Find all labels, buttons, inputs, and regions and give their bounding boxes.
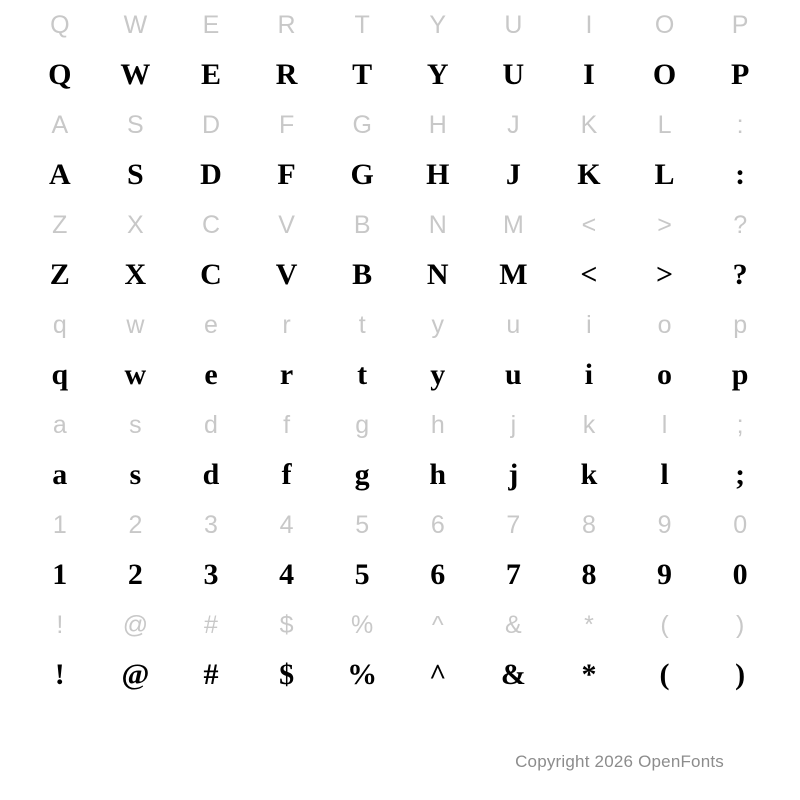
glyph-row: [22, 600, 778, 650]
glyph-cell: i: [586, 310, 592, 339]
glyph-cell: :: [735, 158, 746, 191]
glyph-cell: 4: [279, 510, 294, 539]
glyph-cell: j: [510, 410, 517, 439]
glyph-cell: >: [655, 258, 674, 291]
glyph-cell: Q: [48, 58, 72, 91]
glyph-cell: ): [735, 610, 745, 639]
glyph-row: [22, 350, 778, 400]
glyph-cell: &: [505, 610, 522, 639]
glyph-cell: 5: [354, 558, 370, 591]
glyph-row: [22, 200, 778, 250]
glyph-row: [22, 300, 778, 350]
glyph-cell: *: [584, 610, 594, 639]
glyph-row: [22, 250, 778, 300]
glyph-cell: !: [56, 610, 64, 639]
glyph-cell: @: [121, 658, 150, 691]
glyph-cell: S: [127, 158, 144, 191]
glyph-cell: @: [122, 610, 149, 639]
glyph-cell: F: [277, 158, 296, 191]
glyph-cell: D: [200, 158, 222, 191]
copyright-notice: Copyright 2026 OpenFonts: [515, 752, 724, 771]
glyph-cell: K: [577, 158, 601, 191]
glyph-cell: 0: [733, 510, 748, 539]
glyph-row: [22, 0, 778, 50]
glyph-row: [22, 450, 778, 500]
glyph-cell: J: [507, 110, 520, 139]
glyph-cell: #: [203, 658, 219, 691]
glyph-cell: %: [351, 610, 374, 639]
glyph-cell: 6: [430, 558, 446, 591]
glyph-cell: M: [499, 258, 528, 291]
glyph-cell: #: [204, 610, 218, 639]
glyph-row: [22, 400, 778, 450]
glyph-cell: 6: [430, 510, 445, 539]
glyph-cell: M: [502, 210, 524, 239]
glyph-cell: L: [654, 158, 675, 191]
glyph-cell: W: [120, 58, 151, 91]
glyph-cell: s: [129, 458, 142, 491]
glyph-cell: C: [201, 210, 221, 239]
glyph-cell: A: [51, 110, 69, 139]
glyph-cell: D: [201, 110, 221, 139]
glyph-cell: O: [652, 58, 677, 91]
glyph-cell: U: [502, 58, 525, 91]
glyph-cell: $: [279, 658, 295, 691]
glyph-row: [22, 50, 778, 100]
glyph-cell: d: [202, 458, 220, 491]
glyph-cell: ?: [733, 210, 748, 239]
glyph-cell: a: [52, 410, 67, 439]
glyph-cell: ;: [736, 410, 744, 439]
glyph-cell: V: [278, 210, 295, 239]
glyph-cell: %: [347, 658, 378, 691]
glyph-cell: (: [659, 658, 670, 691]
glyph-cell: o: [657, 310, 672, 339]
glyph-cell: K: [580, 110, 598, 139]
glyph-cell: e: [204, 358, 218, 391]
glyph-cell: ?: [732, 258, 748, 291]
glyph-cell: $: [279, 610, 294, 639]
glyph-cell: J: [505, 158, 521, 191]
glyph-cell: <: [581, 210, 597, 239]
glyph-cell: ^: [431, 610, 444, 639]
glyph-cell: F: [278, 110, 295, 139]
glyph-cell: E: [200, 58, 221, 91]
glyph-cell: V: [275, 258, 298, 291]
glyph-cell: y: [430, 358, 446, 391]
glyph-cell: &: [500, 658, 526, 691]
glyph-cell: 4: [279, 558, 295, 591]
glyph-cell: I: [583, 58, 595, 91]
glyph-cell: k: [582, 410, 596, 439]
glyph-row: [22, 500, 778, 550]
glyph-cell: p: [731, 358, 749, 391]
glyph-row: [22, 650, 778, 700]
glyph-cell: y: [431, 310, 445, 339]
glyph-cell: Y: [429, 10, 447, 39]
glyph-cell: 3: [203, 558, 219, 591]
glyph-cell: Z: [49, 258, 70, 291]
glyph-cell: q: [51, 358, 69, 391]
glyph-cell: N: [426, 258, 449, 291]
glyph-cell: 8: [582, 510, 596, 539]
glyph-row: [22, 550, 778, 600]
glyph-cell: u: [505, 358, 522, 391]
glyph-cell: G: [352, 110, 372, 139]
glyph-cell: 5: [355, 510, 370, 539]
glyph-cell: C: [200, 258, 222, 291]
glyph-cell: B: [352, 258, 373, 291]
glyph-cell: P: [731, 10, 749, 39]
glyph-cell: :: [736, 110, 744, 139]
glyph-cell: 0: [732, 558, 748, 591]
glyph-cell: 7: [505, 558, 521, 591]
glyph-cell: j: [508, 458, 519, 491]
glyph-cell: !: [54, 658, 65, 691]
glyph-cell: g: [355, 410, 370, 439]
glyph-cell: i: [584, 358, 594, 391]
glyph-cell: t: [358, 310, 366, 339]
glyph-cell: ^: [429, 658, 447, 691]
glyph-row: [22, 150, 778, 200]
glyph-row: [22, 100, 778, 150]
glyph-cell: g: [354, 458, 370, 491]
glyph-cell: X: [124, 258, 147, 291]
glyph-cell: q: [52, 310, 67, 339]
glyph-cell: L: [657, 110, 672, 139]
glyph-cell: P: [730, 58, 750, 91]
glyph-cell: r: [282, 310, 291, 339]
glyph-cell: R: [277, 10, 296, 39]
glyph-cell: E: [202, 10, 220, 39]
glyph-cell: H: [426, 158, 450, 191]
glyph-cell: <: [580, 258, 598, 291]
glyph-cell: s: [129, 410, 142, 439]
glyph-cell: B: [353, 210, 371, 239]
glyph-cell: W: [123, 10, 148, 39]
glyph-cell: A: [48, 158, 71, 191]
glyph-cell: >: [657, 210, 672, 239]
glyph-cell: t: [357, 358, 368, 391]
glyph-cell: o: [657, 358, 673, 391]
glyph-cell: k: [580, 458, 598, 491]
glyph-cell: f: [281, 458, 292, 491]
glyph-cell: 1: [52, 558, 68, 591]
glyph-cell: 2: [128, 510, 143, 539]
glyph-cell: h: [430, 410, 445, 439]
glyph-cell: H: [428, 110, 447, 139]
glyph-cell: S: [127, 110, 144, 139]
glyph-cell: w: [126, 310, 145, 339]
glyph-cell: Y: [426, 58, 449, 91]
glyph-cell: T: [352, 58, 373, 91]
glyph-cell: f: [283, 410, 291, 439]
glyph-cell: l: [661, 410, 668, 439]
glyph-cell: R: [275, 58, 298, 91]
glyph-cell: G: [350, 158, 374, 191]
glyph-cell: N: [428, 210, 447, 239]
glyph-cell: 7: [506, 510, 521, 539]
glyph-cell: 1: [52, 510, 67, 539]
glyph-cell: r: [279, 358, 294, 391]
glyph-cell: (: [660, 610, 669, 639]
glyph-cell: Q: [50, 10, 70, 39]
glyph-cell: a: [52, 458, 68, 491]
glyph-cell: X: [127, 210, 144, 239]
glyph-cell: O: [654, 10, 675, 39]
glyph-cell: U: [504, 10, 523, 39]
glyph-cell: *: [581, 658, 597, 691]
glyph-cell: 2: [127, 558, 143, 591]
glyph-cell: ;: [735, 458, 746, 491]
glyph-cell: d: [204, 410, 218, 439]
glyph-cell: h: [429, 458, 447, 491]
glyph-cell: I: [585, 10, 593, 39]
glyph-cell: 3: [204, 510, 218, 539]
glyph-cell: Z: [52, 210, 68, 239]
glyph-cell: w: [124, 358, 147, 391]
glyph-cell: e: [204, 310, 218, 339]
glyph-cell: 9: [657, 510, 672, 539]
glyph-cell: p: [733, 310, 748, 339]
glyph-cell: T: [354, 10, 370, 39]
glyph-cell: l: [660, 458, 669, 491]
glyph-cell: u: [506, 310, 521, 339]
glyph-cell: 8: [581, 558, 597, 591]
glyph-cell: ): [735, 658, 746, 691]
glyph-cell: 9: [657, 558, 673, 591]
